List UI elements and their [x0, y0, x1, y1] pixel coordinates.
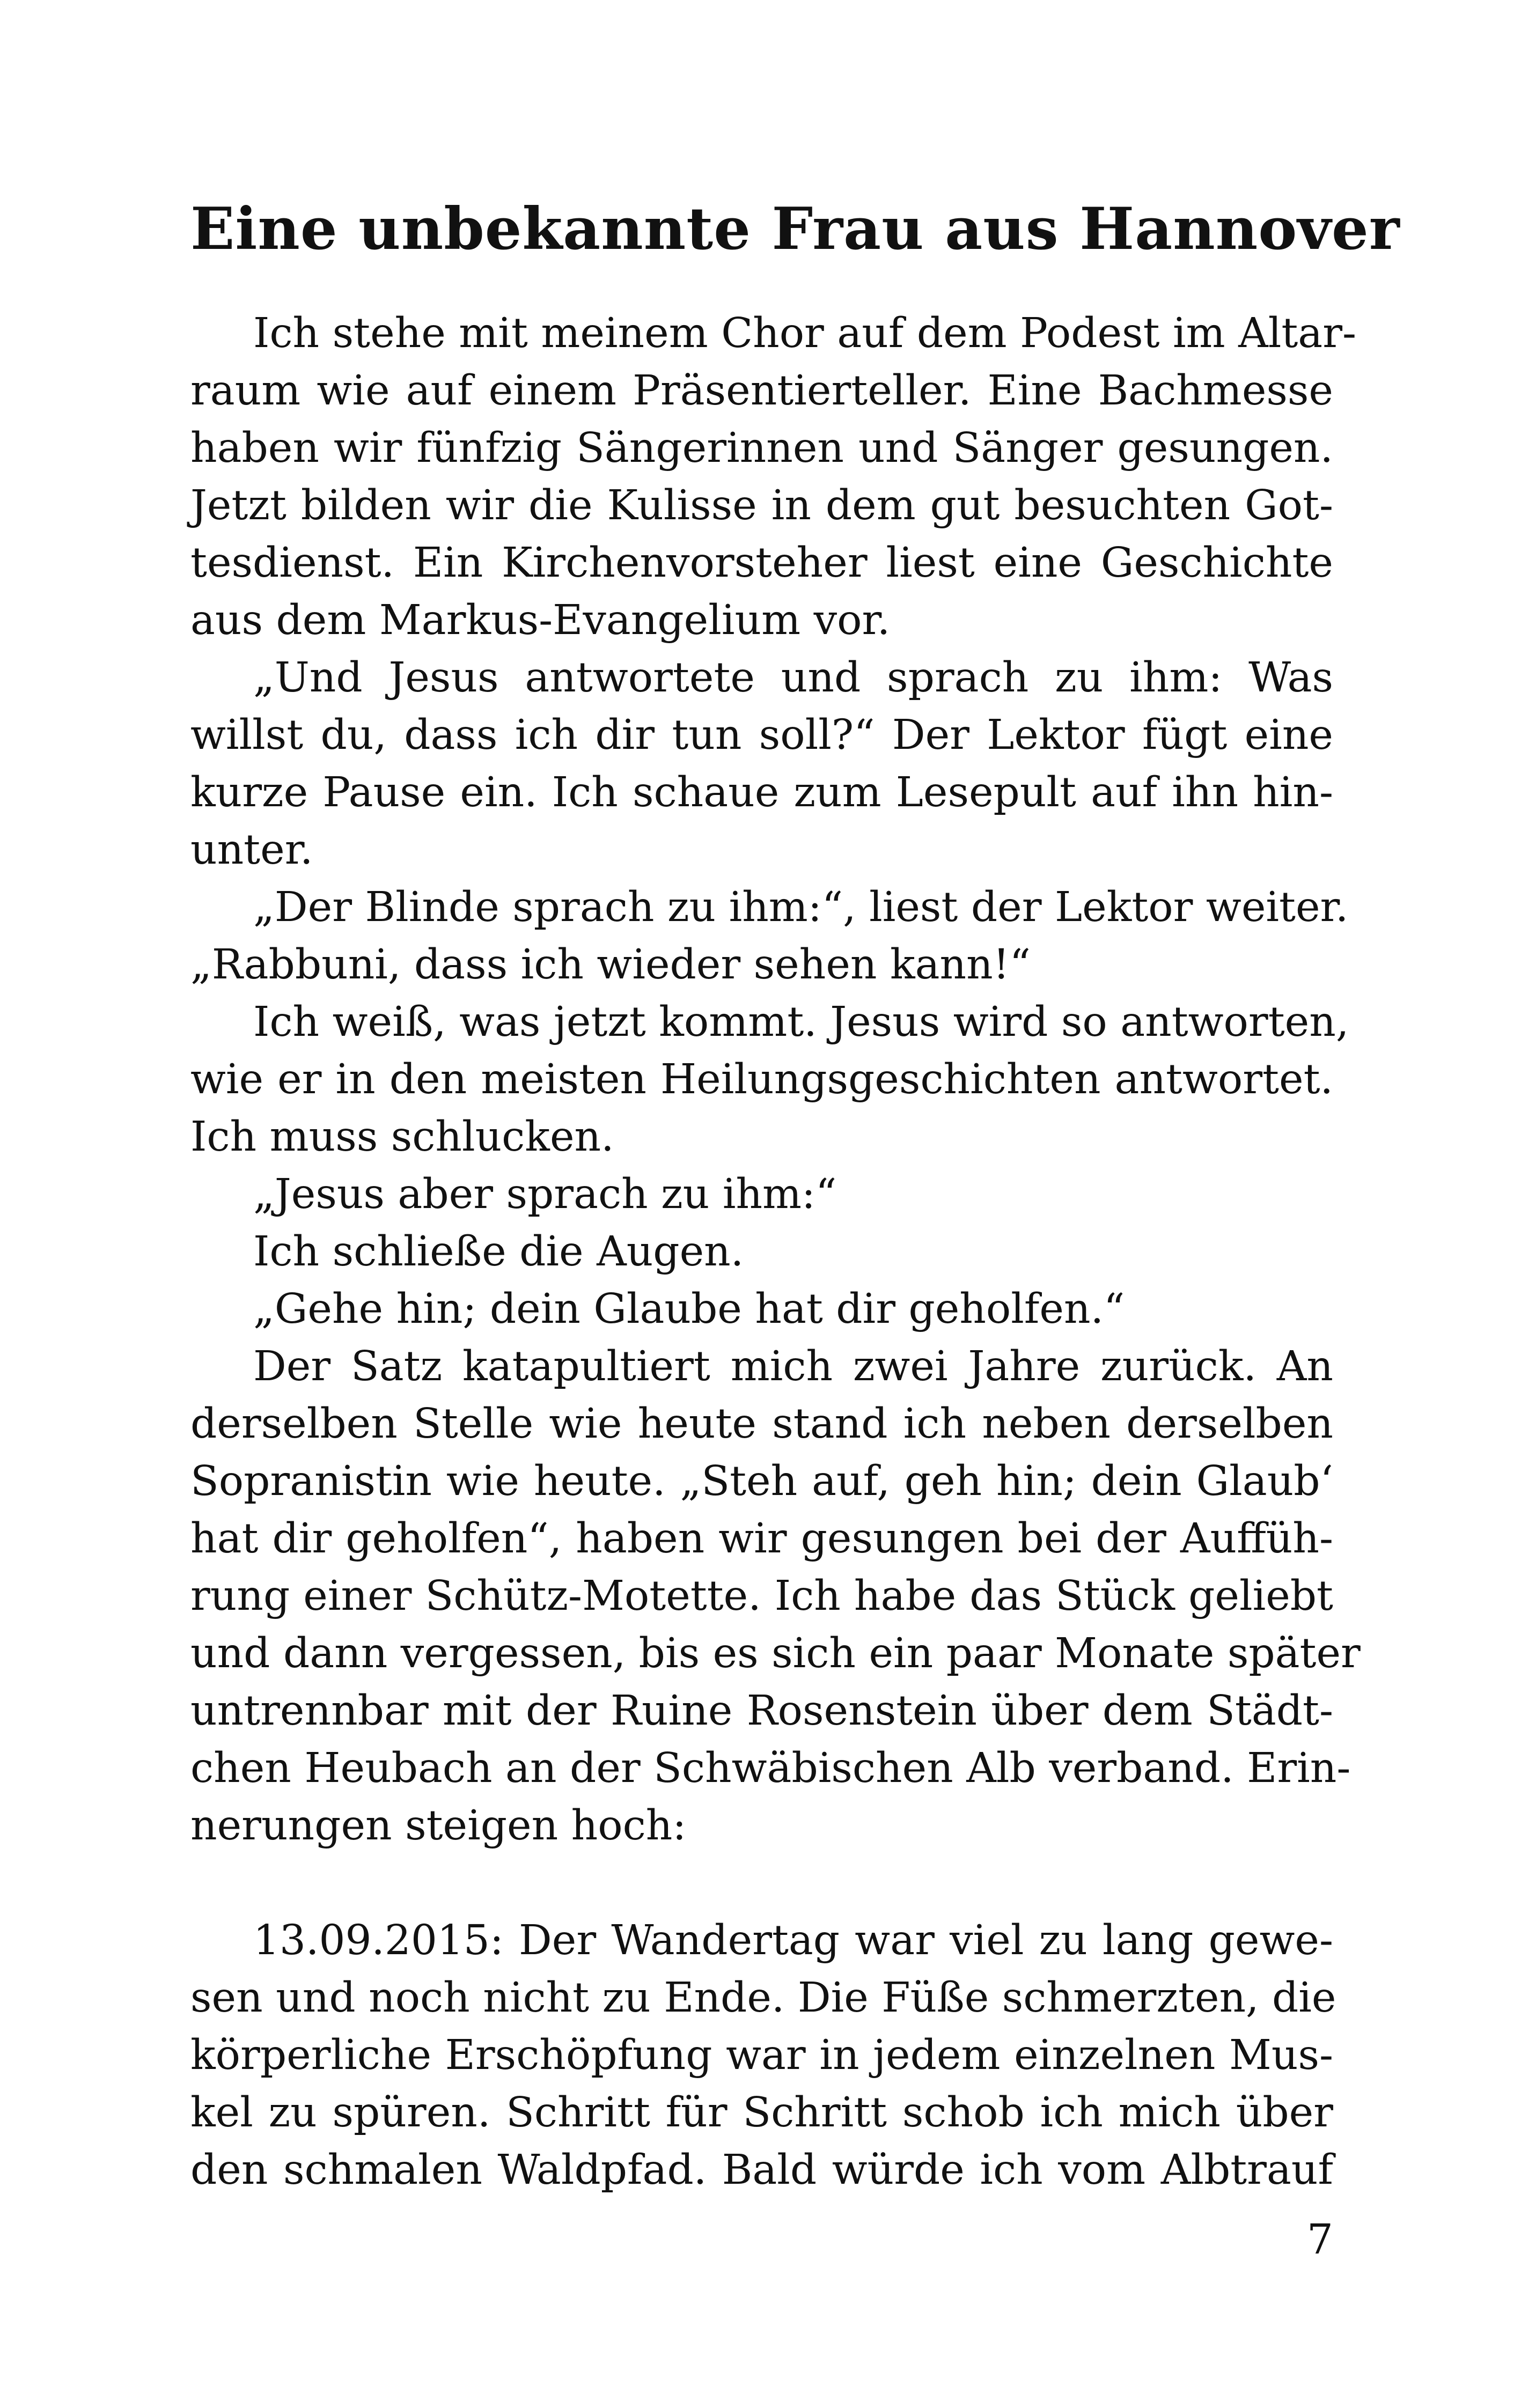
text-line: körperliche Erschöpfung war in jedem einzelnen Mus-	[190, 2031, 1333, 2079]
text-line: sen und noch nicht zu Ende. Die Füße schmerzten, die	[190, 1974, 1336, 2022]
text-line: Ich muss schlucken.	[190, 1113, 614, 1161]
paragraph	[190, 1166, 1333, 1223]
paragraph	[190, 879, 1349, 993]
text-line: „Und Jesus antwortete und sprach zu ihm: Was	[253, 654, 1333, 702]
chapter-title: Eine unbekannte Frau aus Hannover	[190, 195, 1400, 263]
text-line: „Gehe hin; dein Glaube hat dir geholfen.“	[253, 1285, 1125, 1333]
section-gap	[190, 1854, 1333, 1912]
paragraph	[190, 1338, 1361, 1854]
text-line: Ich weiß, was jetzt kommt. Jesus wird so antworten,	[253, 998, 1349, 1046]
text-line: den schmalen Waldpfad. Bald würde ich vom Albtrauf	[190, 2146, 1333, 2194]
paragraph	[190, 1912, 1336, 2199]
text-line: kel zu spüren. Schritt für Schritt schob ich mich über	[190, 2089, 1333, 2137]
text-line: und dann vergessen, bis es sich ein paar Monate später	[190, 1630, 1361, 1677]
text-line: rung einer Schütz-Motette. Ich habe das Stück geliebt	[190, 1572, 1333, 1620]
text-line: Jetzt bilden wir die Kulisse in dem gut besuchten Got-	[190, 482, 1333, 529]
paragraph	[190, 305, 1357, 649]
text-line: unter.	[190, 826, 313, 874]
paragraph	[190, 1223, 1333, 1280]
text-line: willst du, dass ich dir tun soll?“ Der Lektor fügt eine	[190, 711, 1333, 759]
text-line: „Jesus aber sprach zu ihm:“	[253, 1170, 837, 1218]
text-line: raum wie auf einem Präsentierteller. Eine Bachmesse	[190, 367, 1333, 415]
text-line: derselben Stelle wie heute stand ich neben derselben	[190, 1400, 1333, 1448]
text-line: Ich stehe mit meinem Chor auf dem Podest im Altar-	[253, 310, 1357, 357]
paragraph	[190, 649, 1333, 879]
text-line: untrennbar mit der Ruine Rosenstein über dem Städt-	[190, 1687, 1333, 1735]
chapter-body	[190, 305, 1361, 2199]
text-line: wie er in den meisten Heilungsgeschichten antwortet.	[190, 1056, 1333, 1103]
text-line: 13.09.2015: Der Wandertag war viel zu lang gewe-	[253, 1917, 1333, 1964]
text-line: aus dem Markus-Evangelium vor.	[190, 597, 891, 644]
text-line: haben wir fünfzig Sängerinnen und Sänger gesungen.	[190, 424, 1333, 472]
text-line: Sopranistin wie heute. „Steh auf, geh hin; dein Glaub‘	[190, 1457, 1333, 1505]
text-line: nerungen steigen hoch:	[190, 1802, 687, 1850]
paragraph	[190, 993, 1349, 1166]
text-line: tesdienst. Ein Kirchenvorsteher liest eine Geschichte	[190, 539, 1333, 587]
text-line: kurze Pause ein. Ich schaue zum Lesepult auf ihn hin-	[190, 769, 1333, 816]
text-line: Der Satz katapultiert mich zwei Jahre zurück. An	[253, 1343, 1333, 1390]
page-number: 7	[1307, 2216, 1333, 2264]
text-line: hat dir geholfen“, haben wir gesungen bei der Auffüh-	[190, 1515, 1333, 1563]
paragraph	[190, 1280, 1333, 1338]
text-line: „Rabbuni, dass ich wieder sehen kann!“	[190, 941, 1031, 989]
text-line: „Der Blinde sprach zu ihm:“, liest der Lektor weiter.	[253, 883, 1349, 931]
text-line: chen Heubach an der Schwäbischen Alb verband. Erin-	[190, 1744, 1351, 1792]
text-line: Ich schließe die Augen.	[253, 1228, 744, 1276]
